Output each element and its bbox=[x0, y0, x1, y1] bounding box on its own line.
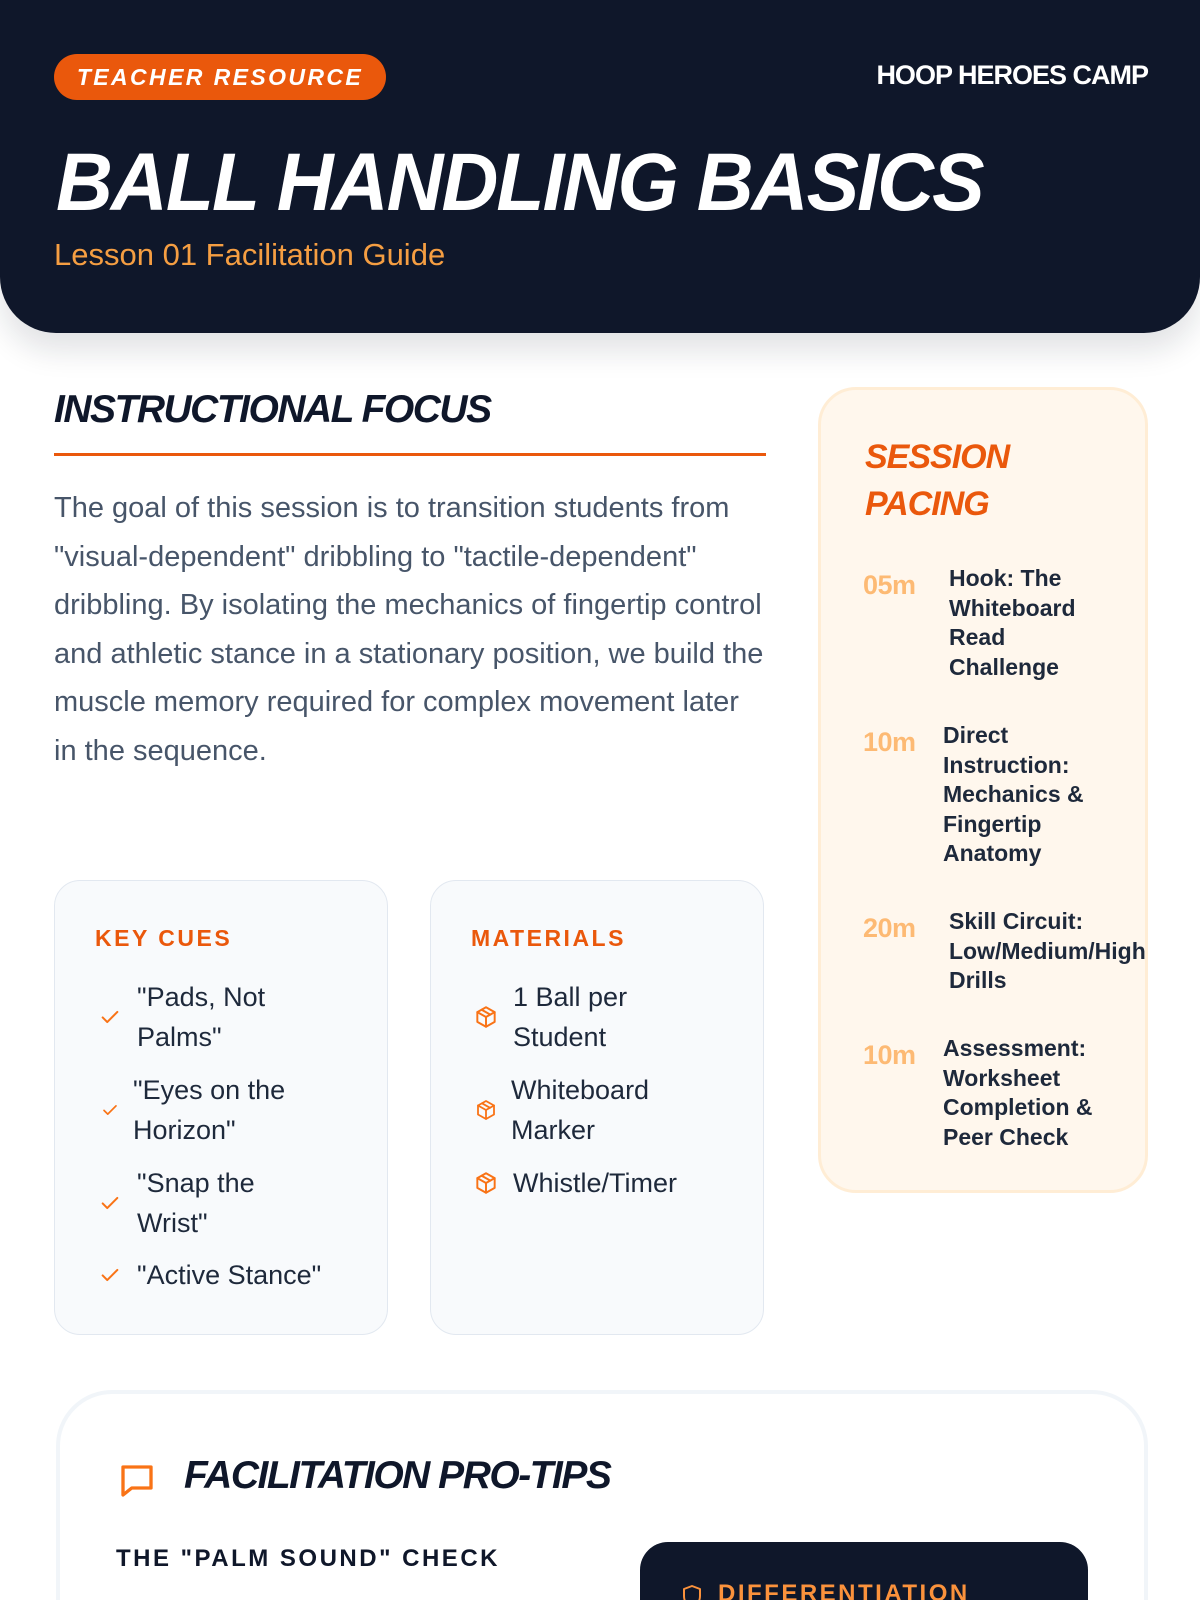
session-pacing-panel bbox=[818, 387, 1148, 1193]
session-pacing-title: SESSION PACING bbox=[865, 438, 1010, 523]
differentiation-box bbox=[640, 1542, 1088, 1600]
material-item bbox=[471, 1070, 649, 1150]
pacing-time: 10m bbox=[863, 1040, 916, 1070]
cue-text: "Active Stance" bbox=[137, 1260, 322, 1290]
shield-icon bbox=[680, 1584, 704, 1600]
box-icon bbox=[471, 1095, 501, 1125]
palm-sound-check-heading: THE "PALM SOUND" CHECK bbox=[116, 1545, 500, 1572]
cue-item bbox=[95, 1163, 255, 1243]
cue-item bbox=[95, 1070, 285, 1150]
hero-header bbox=[0, 0, 1200, 333]
materials-title: MATERIALS bbox=[471, 925, 626, 951]
chat-bubble-icon bbox=[116, 1460, 158, 1507]
instructional-focus-body: The goal of this session is to transition students from "visual-dependent" dribbling to "tactile-dependent" dribbling. By isolating the mechanics of fingertip control and athletic stance in a stationary position, we build the muscle memory required for complex movement later in the sequence. bbox=[54, 492, 764, 767]
material-item bbox=[471, 1163, 677, 1203]
pacing-step-label: Hook: The Whiteboard Read Challenge bbox=[949, 565, 1076, 680]
cue-item bbox=[95, 1255, 321, 1295]
materials-card bbox=[430, 880, 764, 1335]
page-subtitle: Lesson 01 Facilitation Guide bbox=[54, 237, 446, 272]
box-icon bbox=[471, 1168, 501, 1198]
cue-item bbox=[95, 977, 265, 1057]
pacing-step-label: Skill Circuit: Low/Medium/High Drills bbox=[949, 908, 1146, 993]
pacing-step-label: Assessment: Worksheet Completion & Peer Check bbox=[943, 1035, 1093, 1150]
key-cues-card bbox=[54, 880, 388, 1335]
pacing-step-label: Direct Instruction: Mechanics & Fingertip Anatomy bbox=[943, 722, 1084, 866]
check-icon bbox=[95, 1095, 125, 1125]
facilitation-tips-card bbox=[56, 1390, 1148, 1600]
material-text: Whistle/Timer bbox=[513, 1168, 678, 1198]
check-icon bbox=[95, 1002, 125, 1032]
pacing-time: 10m bbox=[863, 727, 916, 757]
instructional-focus-heading: INSTRUCTIONAL FOCUS bbox=[54, 388, 491, 431]
cue-text: "Eyes on the Horizon" bbox=[133, 1075, 286, 1145]
focus-divider bbox=[54, 453, 766, 456]
teacher-resource-badge: TEACHER RESOURCE bbox=[54, 54, 386, 100]
cue-text: "Snap the Wrist" bbox=[137, 1168, 255, 1238]
facilitation-tips-heading: FACILITATION PRO-TIPS bbox=[184, 1454, 611, 1497]
camp-brand: HOOP HEROES CAMP bbox=[876, 60, 1148, 90]
material-item bbox=[471, 977, 627, 1057]
material-text: 1 Ball per Student bbox=[513, 982, 628, 1052]
pacing-time: 20m bbox=[863, 913, 916, 943]
check-icon bbox=[95, 1260, 125, 1290]
box-icon bbox=[471, 1002, 501, 1032]
material-text: Whiteboard Marker bbox=[511, 1075, 650, 1145]
differentiation-label: DIFFERENTIATION bbox=[718, 1580, 970, 1600]
cue-text: "Pads, Not Palms" bbox=[137, 982, 266, 1052]
key-cues-title: KEY CUES bbox=[95, 925, 233, 951]
pacing-time: 05m bbox=[863, 570, 916, 600]
page-title: BALL HANDLING BASICS bbox=[56, 137, 983, 228]
check-icon bbox=[95, 1188, 125, 1218]
